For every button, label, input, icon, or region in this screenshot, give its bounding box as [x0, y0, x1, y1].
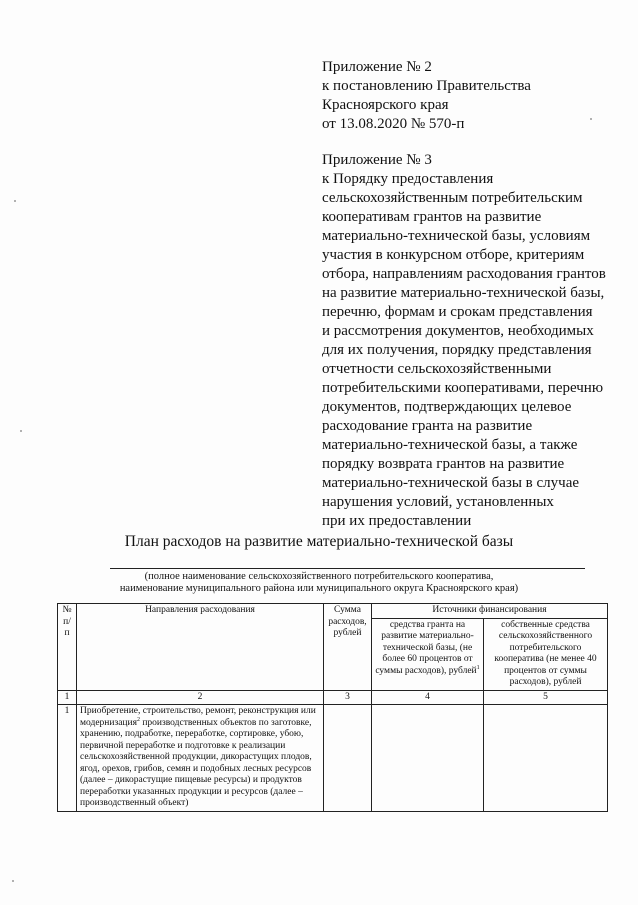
header-sources: Источники финансирования — [372, 604, 608, 619]
appendix-3-line: сельскохозяйственным потребительским — [322, 190, 583, 206]
row-own-cell[interactable] — [484, 705, 608, 812]
appendix-3-line: при их предоставлении — [322, 513, 472, 529]
row-grant-cell[interactable] — [372, 705, 484, 812]
scan-speck — [14, 200, 16, 202]
appendix-header — [322, 58, 622, 531]
header-grant — [372, 618, 484, 690]
appendix-3-line: материально-технической базы в случае — [322, 475, 580, 491]
cooperative-name-line — [110, 568, 585, 569]
appendix-3-line: документов, подтверждающих целевое — [322, 399, 572, 415]
appendix-2-line: Красноярского края — [322, 97, 449, 113]
scan-speck — [590, 118, 592, 120]
row-sum-cell[interactable] — [324, 705, 372, 812]
scan-speck — [12, 880, 14, 882]
appendix-3-line: отчетности сельскохозяйственными — [322, 361, 552, 377]
row-direction-text: производственных объектов по заготовке, хранению, подработке, переработке, сортировке, убою, первичной переработке и подготовке к реализации сельскохозяйственной продукции, дикорастущих плодов, ягод, орехов, грибов, семян и подобных лесных ресурсов (далее – дикорастущие пищевые ресурсы) и продуктов переработки указанных продукции и ресурсов (далее – производственный объект) — [80, 717, 312, 808]
appendix-3-block — [322, 151, 622, 531]
header-own-funds: собственные средства сельскохозяйственного потребительского кооператива (не менее 40 процентов от суммы расходов), рублей — [484, 618, 608, 690]
column-number: 3 — [324, 690, 372, 705]
appendix-2-block — [322, 58, 622, 134]
table-row — [58, 705, 608, 812]
appendix-3-line: расходование гранта на развитие — [322, 418, 533, 434]
header-grant-text: средства гранта на развитие материально-технической базы, (не более 60 процентов от суммы расходов), рублей — [375, 619, 477, 676]
appendix-2-line: Приложение № 2 — [322, 59, 432, 75]
column-number: 2 — [77, 690, 324, 705]
appendix-3-line: и рассмотрения документов, необходимых — [322, 323, 594, 339]
column-number: 1 — [58, 690, 77, 705]
appendix-3-line: материально-технической базы, а также — [322, 437, 578, 453]
appendix-3-line: перечню, формам и срокам представления — [322, 304, 593, 320]
appendix-3-line: на развитие материально-технической базы, — [322, 285, 605, 301]
caption-line: (полное наименование сельскохозяйственного потребительского кооператива, — [144, 571, 494, 582]
row-num: 1 — [58, 705, 77, 812]
cooperative-name-caption — [0, 571, 638, 595]
row-direction — [77, 705, 324, 812]
appendix-3-line: Приложение № 3 — [322, 152, 432, 168]
row-direction-text: Приобретение, строительство, ремонт, реконструкция или модернизация — [80, 706, 316, 728]
appendix-3-line: отбора, направлениям расходования грантов — [322, 266, 606, 282]
appendix-3-line: материально-технической базы, условиям — [322, 228, 591, 244]
footnote-1-mark: 1 — [476, 664, 480, 671]
footnote-2-mark: 2 — [136, 716, 140, 723]
appendix-3-line: кооперативам грантов на развитие — [322, 209, 542, 225]
column-number: 4 — [372, 690, 484, 705]
caption-line: наименование муниципального района или муниципального округа Красноярского края) — [119, 583, 519, 594]
appendix-3-line: порядку возврата грантов на развитие — [322, 456, 565, 472]
header-directions: Направления расходования — [77, 604, 324, 691]
header-sum: Сумма расходов, рублей — [324, 604, 372, 691]
appendix-2-line: к постановлению Правительства — [322, 78, 531, 94]
appendix-2-line: от 13.08.2020 № 570-п — [322, 116, 465, 132]
column-number: 5 — [484, 690, 608, 705]
appendix-3-line: к Порядку предоставления — [322, 171, 494, 187]
appendix-3-line: потребительскими кооперативами, перечню — [322, 380, 604, 396]
appendix-3-line: нарушения условий, установленных — [322, 494, 554, 510]
column-number-row — [58, 690, 608, 705]
document-title: План расходов на развитие материально-технической базы — [124, 533, 514, 550]
table-header-row — [58, 604, 608, 619]
expense-plan-table — [57, 603, 608, 812]
header-num: № п/п — [58, 604, 77, 691]
scan-speck — [20, 430, 22, 432]
appendix-3-line: для их получения, порядку представления — [322, 342, 592, 358]
appendix-3-line: участия в конкурсном отборе, критериям — [322, 247, 585, 263]
